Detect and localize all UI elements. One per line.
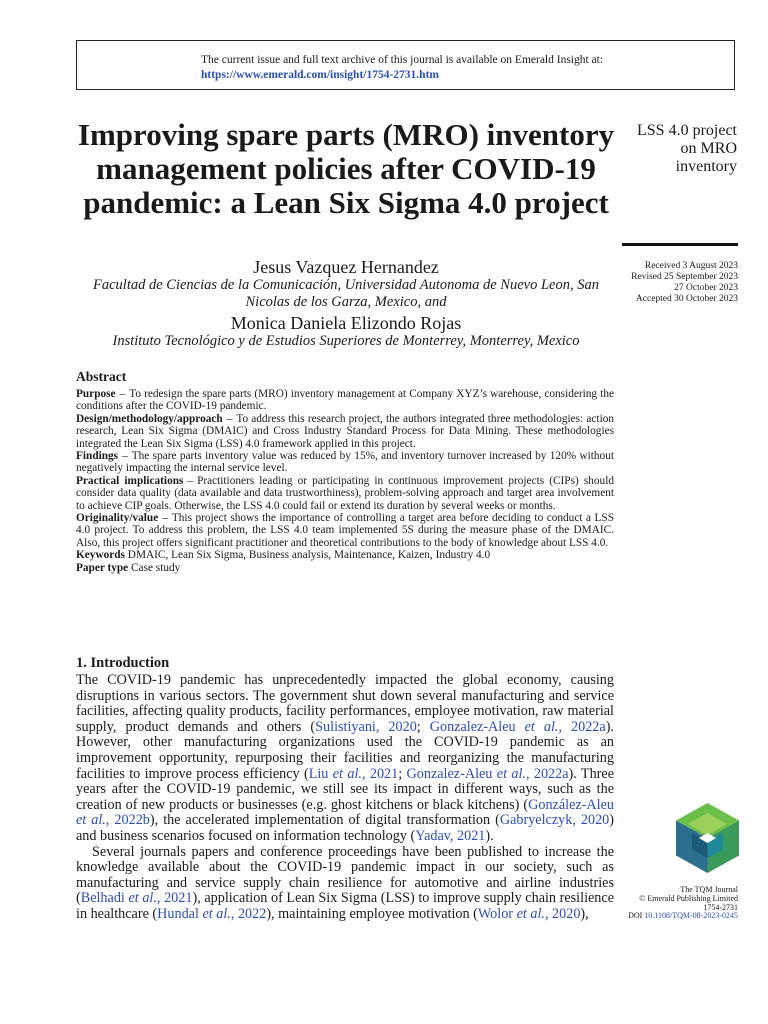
citation-link[interactable]: Gonzalez-Aleu et al., 2022a [429, 718, 606, 735]
running-title-rule [622, 243, 738, 246]
abstract-practical: Practical implications – Practitioners leading or participating in continuous improvement projects (CIPs) should consider data quality (data available and data trustworthiness), problem-solving approach and target area involvement to achieve CIP goals. Otherwise, the LSS 4.0 could fail or extend its duration by several weeks or months. [76, 474, 614, 512]
journal-info [588, 886, 738, 921]
abstract-design: Design/methodology/approach – To address this research project, the authors integrated three methodologies: action research, Lean Six Sigma (DMAIC) and Cross Industry Standard Process for Data Mining. These methodologies integrated the Lean Six Sigma (LSS) 4.0 framework applied in this project. [76, 412, 614, 450]
abstract-purpose: Purpose – To redesign the spare parts (MRO) inventory management at Company XYZ’s warehouse, considering the conditions after the COVID-19 pandemic. [76, 388, 614, 413]
access-note: The current issue and full text archive of this journal is available on Emerald Insight at: [201, 54, 604, 66]
citation-link[interactable]: Wolor et al., 2020 [477, 905, 581, 922]
doi-link[interactable]: 10.1108/TQM-08-2023-0245 [644, 911, 738, 921]
author-1-name: Jesus Vazquez Hernandez [253, 257, 439, 277]
journal-doi: DOI 10.1108/TQM-08-2023-0245 [628, 911, 738, 921]
date-received: Received 3 August 2023 [644, 261, 738, 271]
date-accepted: Accepted 30 October 2023 [635, 294, 738, 304]
date-revised: Revised 25 September 2023 [631, 272, 738, 282]
paper-title: Improving spare parts (MRO) inventory management policies after COVID-19 pandemic: a Lean Six Sigma 4.0 project [77, 117, 615, 220]
abstract-findings: Findings – The spare parts inventory value was reduced by 15%, and inventory turnover increased by 120% without negatively impacting the internal service level. [76, 450, 614, 475]
citation-link[interactable]: Gonzalez-Aleu et al., 2022a [406, 765, 569, 782]
abstract [76, 369, 614, 574]
intro-paragraph-1: The COVID-19 pandemic has unprecedentedly impacted the global economy, causing disruptions in various sectors. The government shut down several manufacturing and service facilities, affecting quality products, facility performances, employee motivation, raw material supply, product demands and others (Sulistiyani, 2020; Gonzalez-Aleu et al., 2022a). However, other manufacturing organizations used the COVID-19 pandemic as an improvement opportunity, repurposing their facilities and reorganizing the manufacturing facilities to improve process efficiency (Liu et al., 2021; Gonzalez-Aleu et al., 2022a). Three years after the COVID-19 pandemic, we still see its impact in different ways, such as the creation of new products or businesses (e.g. ghost kitchens or black kitchens) (González-Aleu et al., 2022b), the accelerated implementation of digital transformation (Gabryelczyk, 2020) and business scenarios focused on information technology (Yadav, 2021). [76, 672, 615, 844]
introduction-section [76, 655, 614, 923]
intro-paragraph-2: Several journals papers and conference proceedings have been published to increase the knowledge available about the COVID-19 pandemic impact in our society, such as manufacturing and service supply chain resilience for automotive and airline industries (Belhadi et al., 2021), application of Lean Six Sigma (LSS) to improve supply chain resilience in healthcare (Hundal et al., 2022), maintaining employee motivation (Wolor et al., 2020), [76, 843, 614, 922]
author-1-affiliation: Facultad de Ciencias de la Comunicación, Universidad Autonoma de Nuevo Leon, San Nicolas de los Garza, Mexico, and [93, 277, 599, 310]
citation-link[interactable]: Yadav, 2021 [415, 827, 486, 844]
citation-link[interactable]: Hundal et al., 2022 [157, 905, 267, 922]
citation-link[interactable]: Sulistiyani, 2020 [315, 718, 417, 735]
journal-access-box [76, 40, 735, 90]
author-2-name: Monica Daniela Elizondo Rojas [230, 313, 462, 333]
abstract-keywords: Keywords DMAIC, Lean Six Sigma, Business analysis, Maintenance, Kaizen, Industry 4.0 [76, 549, 491, 562]
emerald-logo-icon [676, 803, 739, 873]
citation-link[interactable]: Gabryelczyk, 2020 [499, 812, 610, 829]
abstract-heading: Abstract [76, 369, 127, 384]
running-title: LSS 4.0 project on MRO inventory [637, 122, 737, 175]
journal-url-link[interactable]: https://www.emerald.com/insight/1754-2731.htm [201, 69, 439, 81]
abstract-paper-type: Paper type Case study [76, 561, 181, 574]
citation-link[interactable]: González-Aleu et al., 2022b [76, 796, 614, 829]
abstract-originality: Originality/value – This project shows the importance of controlling a target area before deciding to conduct a LSS 4.0 project. To address this problem, the LSS 4.0 team implemented 5S during the measure phase of the DMAIC. Also, this project offers significant practitioner and theoretical contributions to the body of knowledge about LSS 4.0. [76, 512, 614, 549]
journal-issn: 1754-2731 [703, 902, 738, 912]
citation-link[interactable]: Belhadi et al., 2021 [80, 890, 193, 907]
author-2-affiliation: Instituto Tecnológico y de Estudios Superiores de Monterrey, Monterrey, Mexico [112, 333, 580, 349]
date-revised-2: 27 October 2023 [674, 283, 738, 293]
introduction-heading: 1. Introduction [76, 655, 170, 671]
journal-publisher: © Emerald Publishing Limited [639, 893, 738, 903]
citation-link[interactable]: Liu et al., 2021 [308, 765, 399, 782]
journal-name: The TQM Journal [680, 885, 738, 894]
